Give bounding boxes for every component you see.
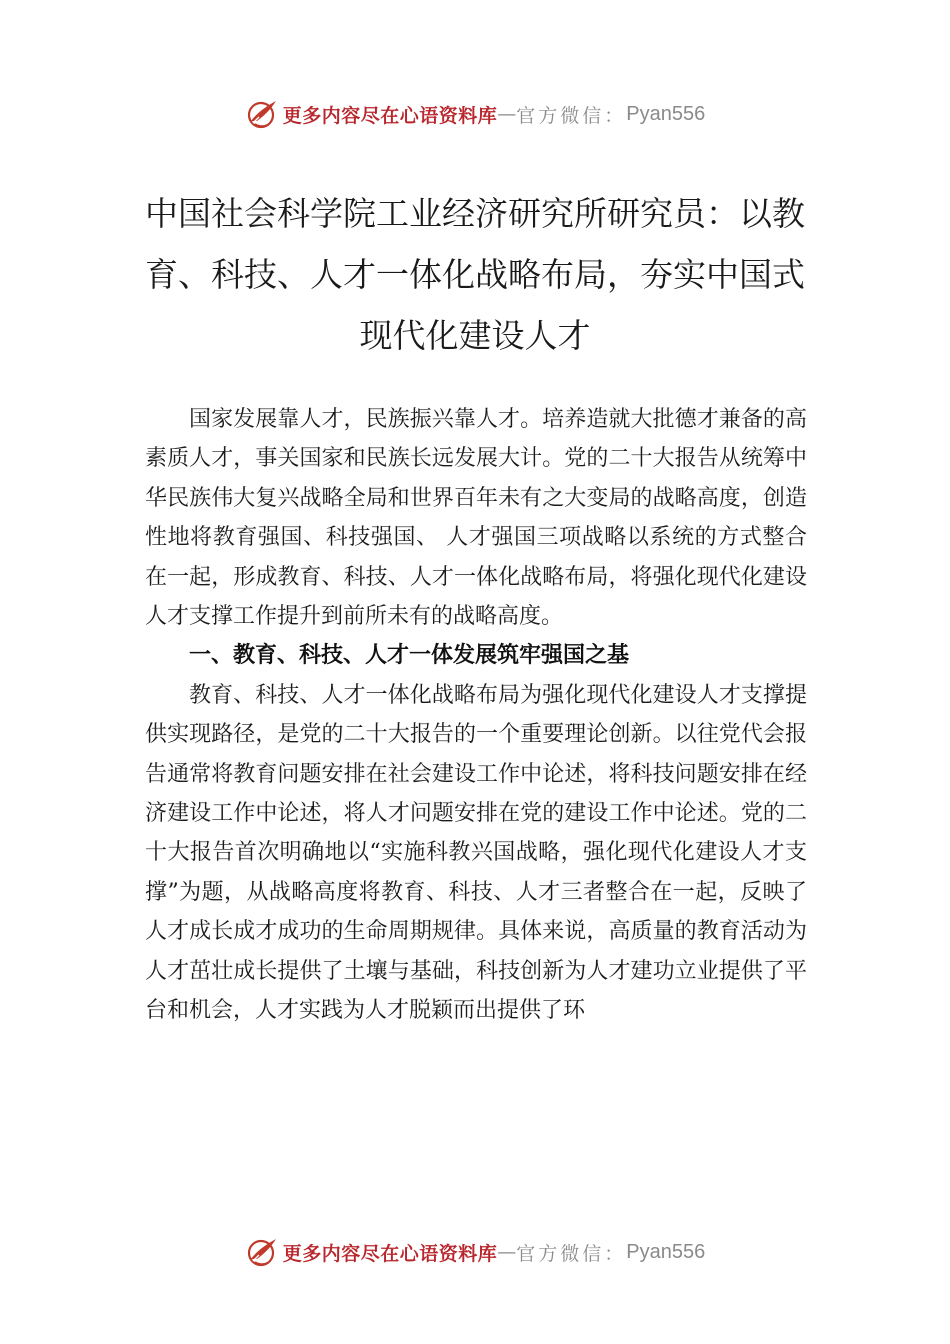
banner-contact-id: Pyan556 [626, 102, 706, 125]
body-paragraph: 教育、科技、人才一体化战略布局为强化现代化建设人才支撑提供实现路径，是党的二十大报告的一个重要理论创新。以往党代会报告通常将教育问题安排在社会建设工作中论述，将科技问题安排在经济建设工作中论述，将人才问题安排在党的建设工作中论述。党的二十大报告首次明确地以“实施科教兴国战略，强化现代化建设人才支撑”为题，从战略高度将教育、科技、人才三者整合在一起，反映了人才成长成才成功的生命周期规律。具体来说，高质量的教育活动为人才茁壮成长提供了土壤与基础，科技创新为人才建功立业提供了平台和机会，人才实践为人才脱颖而出提供了环 [145, 682, 807, 1024]
banner-contact-id: Pyan556 [626, 1240, 706, 1263]
document-body [145, 400, 807, 1031]
header-banner [0, 94, 950, 134]
quill-pen-logo-icon [245, 1235, 279, 1269]
banner-dash: — [497, 103, 517, 125]
banner-dash: — [497, 1241, 517, 1263]
quill-pen-logo-icon [245, 97, 279, 131]
section-heading: 一、教育、科技、人才一体发展筑牢强国之基 [189, 643, 630, 669]
banner-contact-label: 官方微信： [516, 1242, 627, 1265]
banner-slogan: 更多内容尽在心语资料库 [282, 104, 498, 127]
banner-contact-label: 官方微信： [516, 104, 627, 127]
banner-slogan: 更多内容尽在心语资料库 [282, 1242, 498, 1265]
body-paragraph: 国家发展靠人才，民族振兴靠人才。培养造就大批德才兼备的高素质人才，事关国家和民族长远发展大计。党的二十大报告从统筹中华民族伟大复兴战略全局和世界百年未有之大变局的战略高度，创造性地将教育强国、科技强国、 人才强国三项战略以系统的方式整合在一起，形成教育、科技、人才一体化战略布局，将强化现代化建设人才支撑工作提升到前所未有的战略高度。 [145, 407, 807, 630]
document-title: 中国社会科学院工业经济研究所研究员：以教育、科技、人才一体化战略布局，夯实中国式现代化建设人才 [145, 194, 805, 355]
footer-banner [0, 1232, 950, 1272]
